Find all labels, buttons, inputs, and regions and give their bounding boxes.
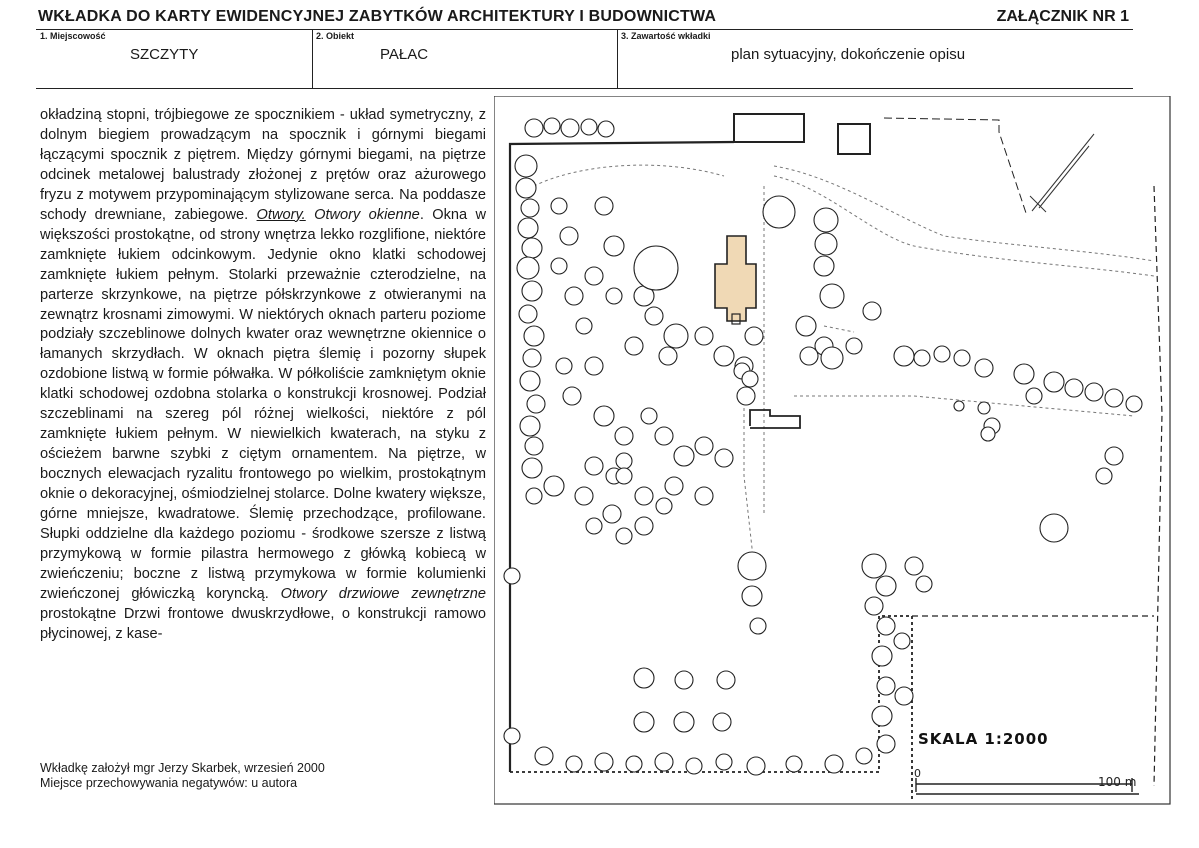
tree-icon xyxy=(1105,389,1123,407)
tree-icon xyxy=(1040,514,1068,542)
tree-icon xyxy=(877,735,895,753)
tree-icon xyxy=(515,155,537,177)
tree-icon xyxy=(519,305,537,323)
tree-icon xyxy=(742,586,762,606)
tree-icon xyxy=(522,281,542,301)
tree-icon xyxy=(872,706,892,726)
scale-start-label: 0 xyxy=(914,767,921,780)
header-rule-top xyxy=(36,29,1133,30)
tree-icon xyxy=(747,757,765,775)
tree-icon xyxy=(934,346,950,362)
tree-icon xyxy=(655,427,673,445)
heading-door-openings: Otwory drzwiowe zewnętrzne xyxy=(280,585,486,602)
tree-icon xyxy=(544,118,560,134)
tree-icon xyxy=(575,487,593,505)
tree-icon xyxy=(1065,379,1083,397)
tree-icon xyxy=(1044,372,1064,392)
tree-icon xyxy=(800,347,818,365)
tree-icon xyxy=(598,121,614,137)
tree-icon xyxy=(603,505,621,523)
field-locality-label: 1. Miejscowość xyxy=(40,31,106,41)
tree-icon xyxy=(894,346,914,366)
tree-icon xyxy=(737,387,755,405)
tree-icon xyxy=(1105,447,1123,465)
tree-icon xyxy=(635,487,653,505)
tree-icon xyxy=(504,568,520,584)
tree-icon xyxy=(516,178,536,198)
tree-icon xyxy=(526,488,542,504)
tree-icon xyxy=(814,256,834,276)
tree-icon xyxy=(821,347,843,369)
tree-icon xyxy=(585,457,603,475)
author-line: Wkładkę założył mgr Jerzy Skarbek, wrzesień 2000 xyxy=(40,761,325,775)
tree-icon xyxy=(877,617,895,635)
tree-icon xyxy=(566,756,582,772)
tree-icon xyxy=(604,236,624,256)
text-part-2: . Okna w większości prostokątne, od strony wnętrza lekko rozglifione, niektóre zamknięte łukiem odcinkowym. Jedynie okno klatki schodowej zamknięte łukiem pełnym. Stolarki przeważnie czterodzielne, na parterze skrzynkowe, na piętrze półskrzynkowe z otwieranymi na zewnątrz krosnami zimowymi. W niektórych oknach parteru poziome podziały szczeblinowe dolnych kwater oraz wewnętrzne okiennice o łamanych skrzydłach. W oknach piętra ślemię i pozorny słupek ozdobione listwą w formie półwałka. W półkoliście zamkniętym oknie klatki schodowej ozdobna stolarka o konstrukcji krosnowej. Podział szczeblinami na szereg pól różnej wielkości, niektóre z pól zamknięte łukiem pełnym. W niewielkich kwaterach, na styku z ościeżem barwne szybki z ciętym ornamentem. Na piętrze, w bocznych elewacjach ryzalitu frontowego po wielkim, prostokątnym oknie o dekoracyjnej, ośmiodzielnej stolarce. Dolne kwatery większe, górne mniejsze, kwadratowe. Ślemię przechodzące, profilowane. Słupki oddzielne dla każdego poziomu - środkowe szersze z listwą przymykową w formie pilastra hermowego z główką kobiecą w zwieńczeniu; boczne z listwą przymykowa w formie kolumienki zwieńczonej główiczką koryncką. xyxy=(40,206,486,602)
tree-icon xyxy=(581,119,597,135)
palace-outline xyxy=(715,236,756,321)
tree-icon xyxy=(814,208,838,232)
tree-icon xyxy=(742,371,758,387)
garden-paths xyxy=(534,165,1154,566)
tree-icon xyxy=(645,307,663,325)
text-part-1: okładziną stopni, trójbiegowe ze spocznikiem - układ symetryczny, z dolnym biegiem prowadzącym na spocznik i górnymi biegami łączącymi spocznik z piętrem. Między górnymi biegami, na piętrze odcinek metalowej balustrady złożonej z prętów oraz ażurowego fryzu z motywem przypominającym stylizowane serca. Na poddasze schody drewniane, zabiegowe. xyxy=(40,107,486,223)
negatives-location-line: Miejsce przechowywania negatywów: u autora xyxy=(40,776,298,790)
tree-icon xyxy=(916,576,932,592)
tree-icon xyxy=(978,402,990,414)
tree-icon xyxy=(551,198,567,214)
field-contents-label: 3. Zawartość wkładki xyxy=(621,31,711,41)
tree-icon xyxy=(846,338,862,354)
tree-icon xyxy=(745,327,763,345)
field-divider-2 xyxy=(617,30,618,88)
field-object-value: PAŁAC xyxy=(380,46,429,63)
tree-icon xyxy=(524,326,544,346)
tree-icon xyxy=(616,468,632,484)
tree-icon xyxy=(856,748,872,764)
tree-icon xyxy=(675,671,693,689)
field-divider-1 xyxy=(312,30,313,88)
tree-icon xyxy=(595,753,613,771)
tree-icon xyxy=(626,756,642,772)
tree-icon xyxy=(551,258,567,274)
tree-icon xyxy=(695,437,713,455)
tree-icon xyxy=(954,350,970,366)
tree-icon xyxy=(674,712,694,732)
tree-icon xyxy=(975,359,993,377)
tree-icon xyxy=(520,416,540,436)
tree-icon xyxy=(820,284,844,308)
tree-icon xyxy=(616,453,632,469)
tree-icon xyxy=(523,349,541,367)
tree-icon xyxy=(905,557,923,575)
tree-icon xyxy=(863,302,881,320)
tree-icon xyxy=(625,337,643,355)
heading-window-openings: Otwory okienne xyxy=(305,206,420,223)
description-text xyxy=(40,106,486,645)
tree-icon xyxy=(686,758,702,774)
tree-icon xyxy=(563,387,581,405)
footer xyxy=(40,761,325,791)
heading-openings: Otwory. xyxy=(256,206,306,223)
tree-icon xyxy=(1085,383,1103,401)
tree-icon xyxy=(825,755,843,773)
tree-icon xyxy=(716,754,732,770)
tree-icon xyxy=(634,246,678,290)
tree-icon xyxy=(796,316,816,336)
field-locality-value: SZCZYTY xyxy=(130,46,199,63)
header-rule-bottom xyxy=(36,88,1133,89)
tree-icon xyxy=(1126,396,1142,412)
tree-icon xyxy=(895,687,913,705)
tree-icon xyxy=(656,498,672,514)
tree-icon xyxy=(665,477,683,495)
tree-icon xyxy=(674,446,694,466)
tree-icon xyxy=(594,406,614,426)
scale-end-label: 100 m xyxy=(1098,775,1137,789)
tree-icon xyxy=(556,358,572,374)
tree-icon xyxy=(714,346,734,366)
tree-icon xyxy=(981,427,995,441)
tree-icon xyxy=(786,756,802,772)
tree-icon xyxy=(606,288,622,304)
tree-icon xyxy=(585,267,603,285)
tree-icon xyxy=(815,233,837,255)
tree-icon xyxy=(877,677,895,695)
tree-icon xyxy=(615,427,633,445)
tree-icon xyxy=(525,119,543,137)
tree-icon xyxy=(862,554,886,578)
tree-icon xyxy=(521,199,539,217)
outbuilding xyxy=(750,410,800,428)
site-plan xyxy=(494,96,1174,806)
annex-number: ZAŁĄCZNIK NR 1 xyxy=(996,8,1129,25)
tree-icon xyxy=(634,668,654,688)
tree-icon xyxy=(872,646,892,666)
tree-icon xyxy=(520,371,540,391)
tree-icon xyxy=(635,517,653,535)
tree-icon xyxy=(595,197,613,215)
text-part-3: prostokątne Drzwi frontowe dwuskrzydłowe, o konstrukcji ramowo płycinowej, z kase- xyxy=(40,605,486,642)
tree-icon xyxy=(664,324,688,348)
trees xyxy=(504,118,1142,775)
tree-icon xyxy=(1096,468,1112,484)
tree-icon xyxy=(586,518,602,534)
document-title: WKŁADKA DO KARTY EWIDENCYJNEJ ZABYTKÓW ARCHITEKTURY I BUDOWNICTWA xyxy=(38,8,717,25)
tree-icon xyxy=(713,713,731,731)
tree-icon xyxy=(954,401,964,411)
tree-icon xyxy=(561,119,579,137)
tree-icon xyxy=(750,618,766,634)
tree-icon xyxy=(522,458,542,478)
tree-icon xyxy=(585,357,603,375)
tree-icon xyxy=(616,528,632,544)
tree-icon xyxy=(695,487,713,505)
tree-icon xyxy=(865,597,883,615)
tree-icon xyxy=(535,747,553,765)
tree-icon xyxy=(522,238,542,258)
tree-icon xyxy=(525,437,543,455)
tree-icon xyxy=(560,227,578,245)
tree-icon xyxy=(1026,388,1042,404)
tree-icon xyxy=(527,395,545,413)
field-object-label: 2. Obiekt xyxy=(316,31,355,41)
tree-icon xyxy=(565,287,583,305)
tree-icon xyxy=(763,196,795,228)
north-arrow-icon xyxy=(1030,134,1094,212)
tree-icon xyxy=(544,476,564,496)
tree-icon xyxy=(914,350,930,366)
tree-icon xyxy=(576,318,592,334)
tree-icon xyxy=(641,408,657,424)
tree-icon xyxy=(634,712,654,732)
tree-icon xyxy=(518,218,538,238)
field-contents-value: plan sytuacyjny, dokończenie opisu xyxy=(731,46,966,63)
tree-icon xyxy=(655,753,673,771)
tree-icon xyxy=(517,257,539,279)
tree-icon xyxy=(876,576,896,596)
tree-icon xyxy=(717,671,735,689)
tree-icon xyxy=(1014,364,1034,384)
tree-icon xyxy=(504,728,520,744)
scale-label: SKALA 1:2000 xyxy=(918,730,1049,748)
tree-icon xyxy=(894,633,910,649)
tree-icon xyxy=(715,449,733,467)
tree-icon xyxy=(738,552,766,580)
tree-icon xyxy=(659,347,677,365)
tree-icon xyxy=(695,327,713,345)
